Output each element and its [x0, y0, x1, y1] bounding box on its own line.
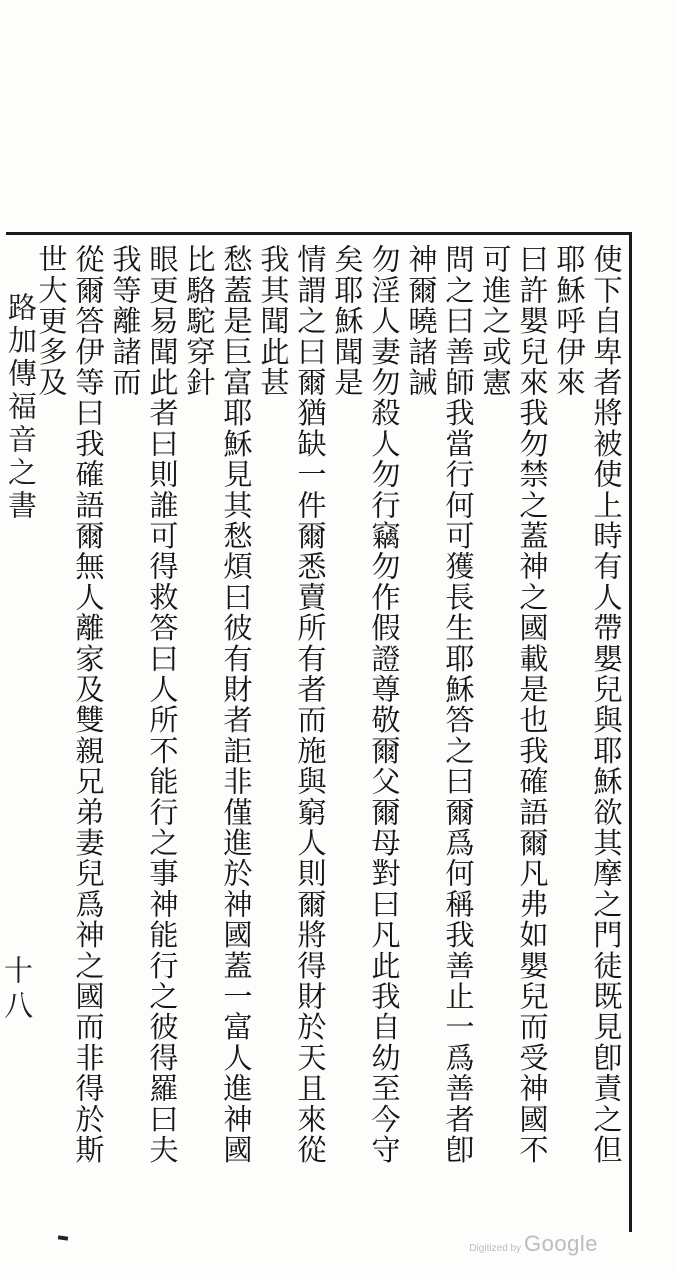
text-column-5: 情謂之曰爾猶缺一件爾悉賣所有者而施與窮人則爾將得財於天且來從我其聞此甚	[256, 244, 327, 1165]
text-column-6: 愁蓋是巨富耶穌見其愁煩曰彼有財者詎非僅進於神國蓋一富人進神國比駱駝穿針	[182, 244, 253, 1165]
top-rule	[6, 232, 632, 235]
right-rule	[629, 232, 632, 1232]
text-column-3: 問之曰善師我當行何可獲長生耶穌答之曰爾爲何稱我善止一爲善者卽神爾曉諸誡	[404, 244, 475, 1165]
watermark-prefix: Digitized by	[469, 1243, 522, 1254]
ink-mark	[58, 1235, 68, 1240]
watermark-logo: Google	[524, 1231, 598, 1256]
text-column-1: 使下自卑者將被使上時有人帶嬰兒與耶穌欲其摩之門徒既見卽責之但耶穌呼伊來	[552, 244, 623, 1165]
digitization-watermark	[469, 1231, 598, 1257]
text-column-4: 勿淫人妻勿殺人勿行竊勿作假證尊敬爾父爾母對曰凡此我自幼至今守矣耶穌聞是	[330, 244, 401, 1165]
text-column-8: 從爾答伊等曰我確語爾無人離家及雙親兄弟妻兒爲神之國而非得於斯世大更多及	[34, 244, 105, 1165]
text-column-2: 曰許嬰兒來我勿禁之蓋神之國載是也我確語爾凡弗如嬰兒而受神國不可進之或憲	[478, 244, 549, 1165]
running-head: 路加傳福音之書	[4, 292, 38, 523]
page-number: 十八	[0, 955, 34, 1025]
body-text-block	[34, 244, 624, 1190]
text-column-7: 眼更易聞此者曰則誰可得救答曰人所不能行之事神能行之彼得羅曰夫我等離諸而	[108, 244, 179, 1165]
